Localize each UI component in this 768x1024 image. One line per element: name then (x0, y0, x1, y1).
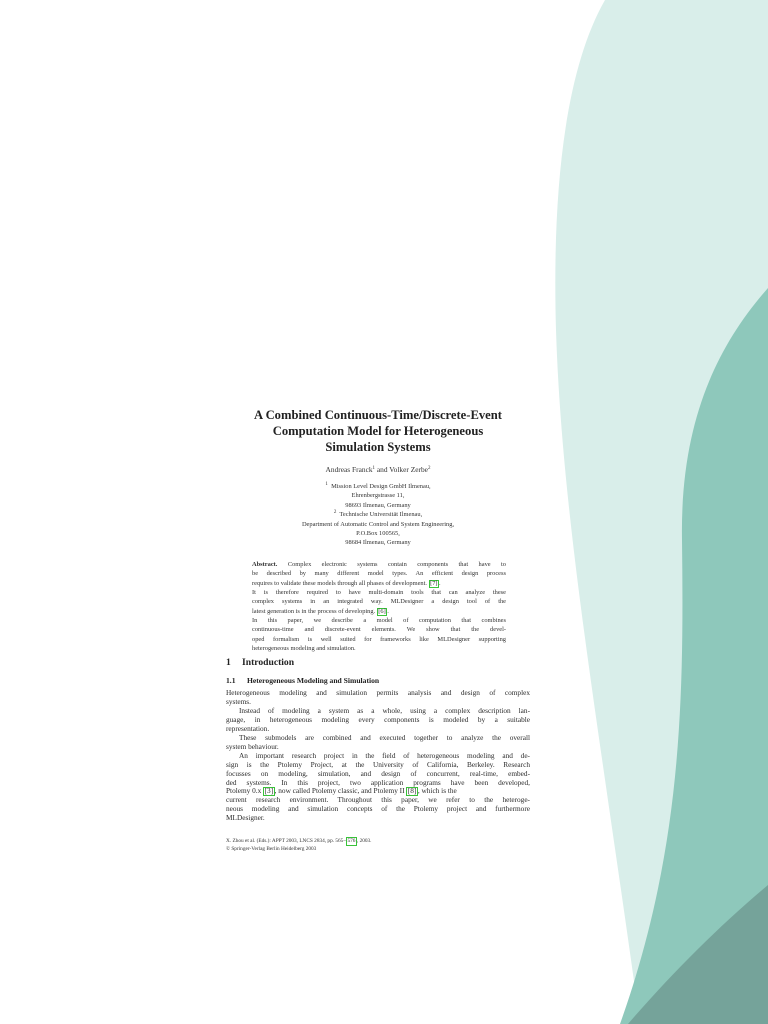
body-text (226, 689, 530, 823)
footer-text: X. Zhou et al. (Eds.): APPT 2003, LNCS 2834, pp. 565– (226, 838, 346, 844)
body-line: sign is the Ptolemy Project, at the University of California, Berkeley. Research (226, 760, 530, 769)
affiliation-line (222, 510, 534, 519)
author-list (222, 465, 534, 474)
footer-citation (226, 837, 530, 853)
abstract-line: complex systems in an integrated way. MLDesigner a design tool of the (252, 598, 506, 606)
abstract-line: continuous-time and discrete-event elements. We show that the devel- (252, 626, 506, 634)
body-text-run: Ptolemy 0.x (226, 787, 262, 796)
subsection-title: Heterogeneous Modeling and Simulation (247, 676, 380, 685)
footer-text: , 2003. (356, 838, 372, 844)
citation-link[interactable]: [6] (378, 607, 386, 615)
footer-line (226, 837, 530, 846)
citation-link[interactable]: [7] (430, 579, 438, 587)
affiliation-line (222, 482, 534, 491)
body-line: systems. (226, 697, 251, 706)
abstract-label: Abstract. (252, 561, 278, 568)
abstract (252, 560, 506, 653)
body-line: current research environment. Throughout this paper, we refer to the heteroge- (226, 796, 530, 805)
body-text-run: , now called Ptolemy classic, and Ptolemy II (274, 787, 405, 796)
affiliation-line: 98684 Ilmenau, Germany (345, 539, 411, 547)
affiliation-line: Ehrenbergstrasse 11, (351, 492, 405, 500)
affiliation-line: 98693 Ilmenau, Germany (345, 501, 411, 509)
body-line: These submodels are combined and executed together to analyze the overall (239, 733, 530, 742)
body-line: focusses on modeling, simulation, and design of concurrent, real-time, embed- (226, 769, 530, 778)
affiliation-line: Department of Automatic Control and System Engineering, (301, 520, 455, 528)
section-number: 1 (226, 657, 231, 668)
abstract-line: heterogeneous modeling and simulation. (252, 645, 356, 653)
author-name: Andreas Franck (325, 465, 373, 474)
body-line: ded systems. In this project, two application programs have been developed, (226, 778, 530, 787)
title-line: A Combined Continuous-Time/Discrete-Event (254, 408, 502, 422)
author-affiliation-mark: 1 (372, 466, 376, 471)
abstract-line (252, 607, 506, 617)
page-link[interactable]: 576 (347, 838, 356, 844)
body-line: An important research project in the field of heterogeneous modeling and de- (239, 751, 530, 760)
abstract-text: requires to validate these models through all phases of development. (252, 579, 427, 587)
title-line: Computation Model for Heterogeneous (272, 424, 484, 438)
section-title: Introduction (242, 657, 295, 668)
abstract-text: latest generation is in the process of developing. (252, 607, 376, 615)
body-text-run: , which is the (417, 787, 457, 796)
affiliation-mark: 2 (333, 510, 337, 516)
subsection-number: 1.1 (226, 676, 236, 685)
citation-link[interactable]: [8] (407, 787, 417, 796)
body-line (226, 787, 530, 796)
paper-title (222, 407, 534, 455)
abstract-text: . (387, 607, 389, 615)
affiliation-text: Technische Universität Ilmenau, (339, 511, 423, 519)
affiliations (222, 482, 534, 548)
citation-link[interactable]: [3] (264, 787, 274, 796)
affiliation-mark: 1 (325, 482, 328, 487)
abstract-line: oped formalism is well suited for frameworks like MLDesigner supporting (252, 635, 506, 643)
body-line: system behaviour. (226, 742, 279, 751)
abstract-text: . (439, 579, 441, 587)
title-line: Simulation Systems (325, 440, 431, 454)
affiliation-text: Mission Level Design GmbH Ilmenau, (331, 483, 431, 490)
subsection-heading (226, 676, 379, 685)
body-line: Instead of modeling a system as a whole, using a complex description lan- (239, 706, 530, 715)
abstract-line: It is therefore required to have multi-domain tools that can analyze these (252, 589, 506, 597)
abstract-line: be described by many different model types. An efficient design process (252, 570, 506, 578)
body-line: MLDesigner. (226, 814, 265, 823)
abstract-line: In this paper, we describe a model of computation that combines (252, 617, 506, 625)
affiliation-line: P.O.Box 100565, (356, 530, 400, 538)
footer-line: © Springer-Verlag Berlin Heidelberg 2003 (226, 845, 317, 852)
author-affiliation-mark: 2 (427, 466, 431, 471)
abstract-line (252, 579, 506, 589)
author-name: Volker Zerbe (389, 465, 428, 474)
abstract-text: Complex electronic systems contain components that have to (287, 561, 506, 568)
abstract-line (252, 560, 506, 569)
body-line: guage, in heterogeneous modeling every components is modeled by a suitable (226, 715, 530, 724)
body-line: Heterogeneous modeling and simulation permits analysis and design of complex (226, 689, 530, 697)
body-line: representation. (226, 724, 270, 733)
body-line: neous modeling and simulation concepts of the Ptolemy project and furthermore (226, 805, 530, 814)
author-conjunction: and (376, 465, 388, 474)
section-heading (226, 657, 294, 668)
